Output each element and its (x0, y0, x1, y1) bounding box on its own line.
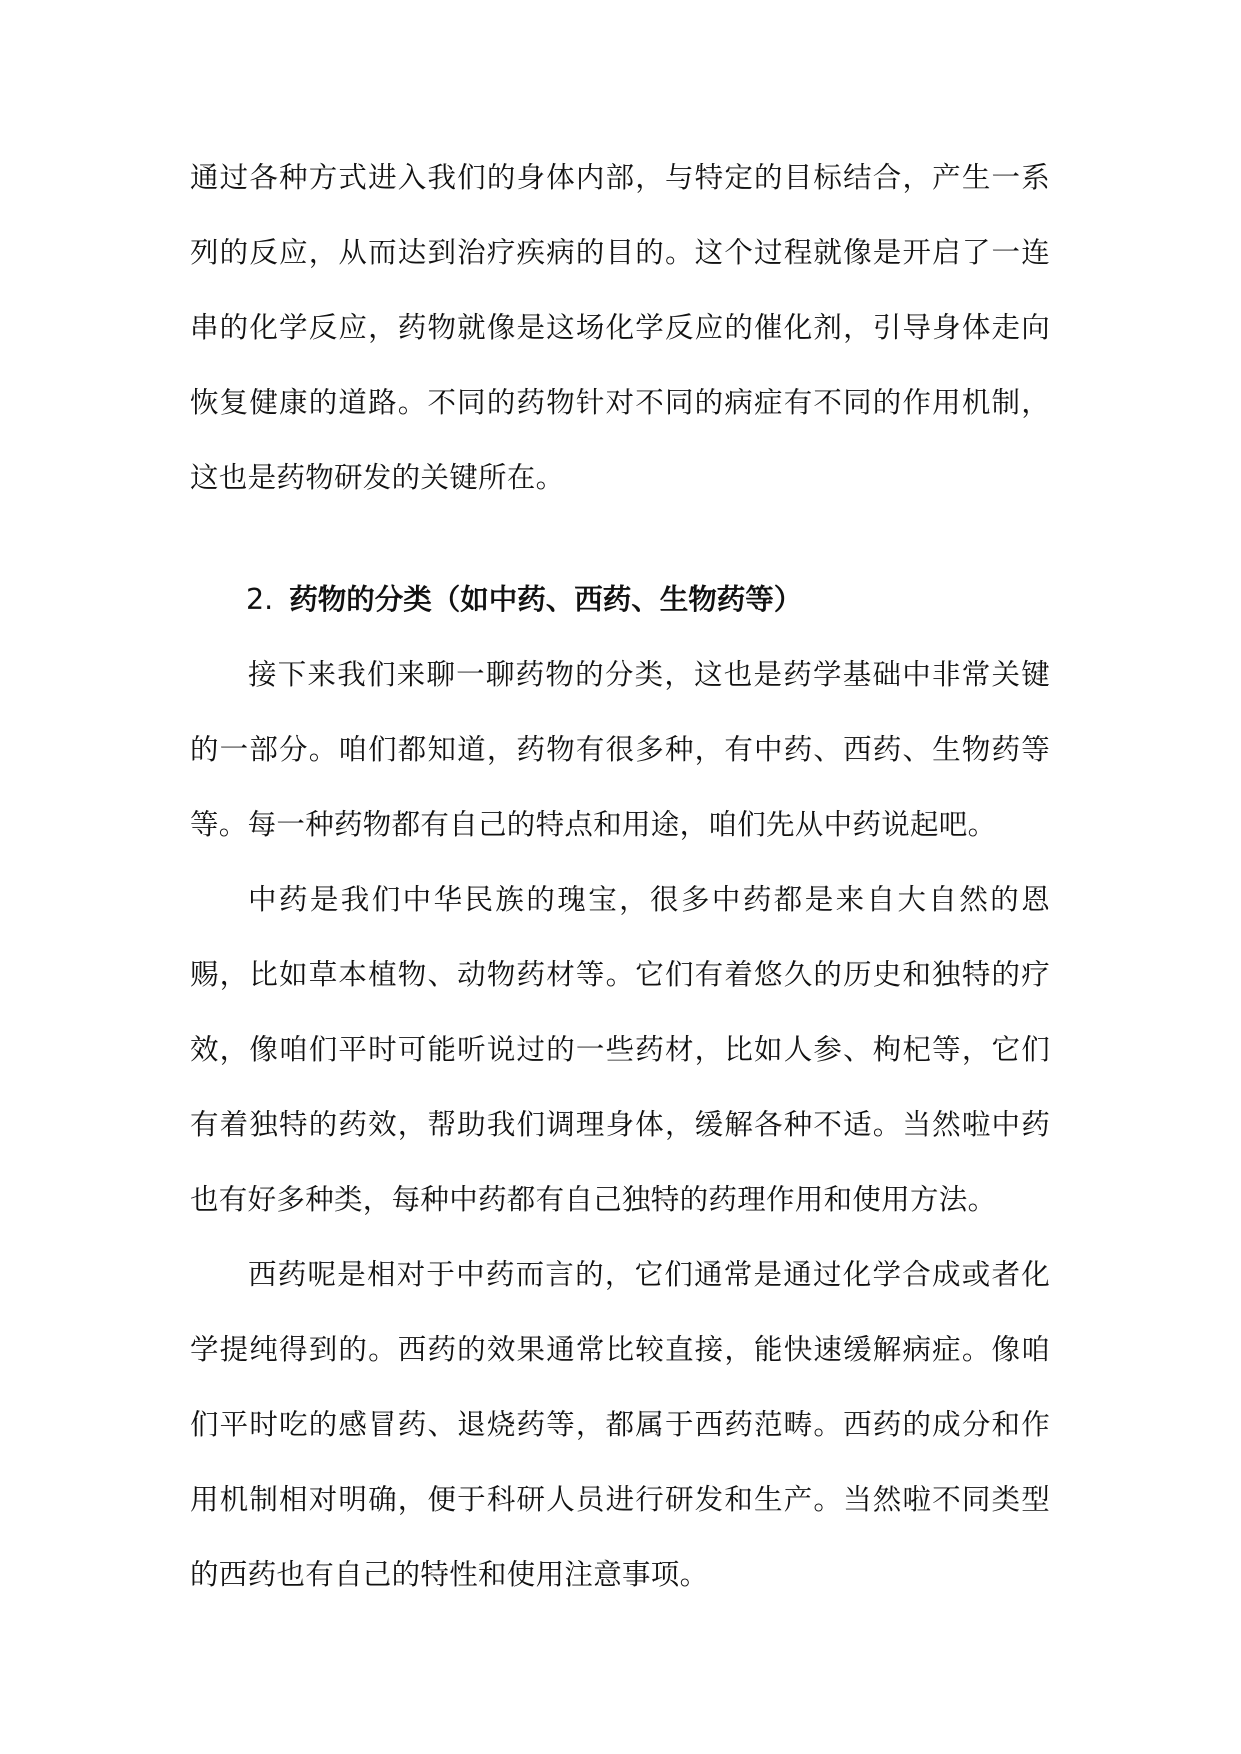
paragraph-continued: 通过各种方式进入我们的身体内部，与特定的目标结合，产生一系列的反应，从而达到治疗疾病的目的。这个过程就像是开启了一连串的化学反应，药物就像是这场化学反应的催化剂，引导身体走向恢复健康的道路。不同的药物针对不同的病症有不同的作用机制，这也是药物研发的关键所在。 (190, 161, 1050, 494)
document-body (190, 140, 1050, 1612)
paragraph-western-medicine: 西药呢是相对于中药而言的，它们通常是通过化学合成或者化学提纯得到的。西药的效果通常比较直接，能快速缓解病症。像咱们平时吃的感冒药、退烧药等，都属于西药范畴。西药的成分和作用机制相对明确，便于科研人员进行研发和生产。当然啦不同类型的西药也有自己的特性和使用注意事项。 (190, 1258, 1050, 1591)
section-number: 2. (246, 583, 274, 616)
section-title: 药物的分类（如中药、西药、生物药等） (289, 583, 803, 616)
paragraph-chinese-medicine: 中药是我们中华民族的瑰宝，很多中药都是来自大自然的恩赐，比如草本植物、动物药材等。它们有着悠久的历史和独特的疗效，像咱们平时可能听说过的一些药材，比如人参、枸杞等，它们有着独特的药效，帮助我们调理身体，缓解各种不适。当然啦中药也有好多种类，每种中药都有自己独特的药理作用和使用方法。 (190, 883, 1050, 1216)
paragraph-classification-intro: 接下来我们来聊一聊药物的分类，这也是药学基础中非常关键的一部分。咱们都知道，药物有很多种，有中药、西药、生物药等等。每一种药物都有自己的特点和用途，咱们先从中药说起吧。 (190, 658, 1050, 841)
section-heading (190, 562, 1050, 637)
